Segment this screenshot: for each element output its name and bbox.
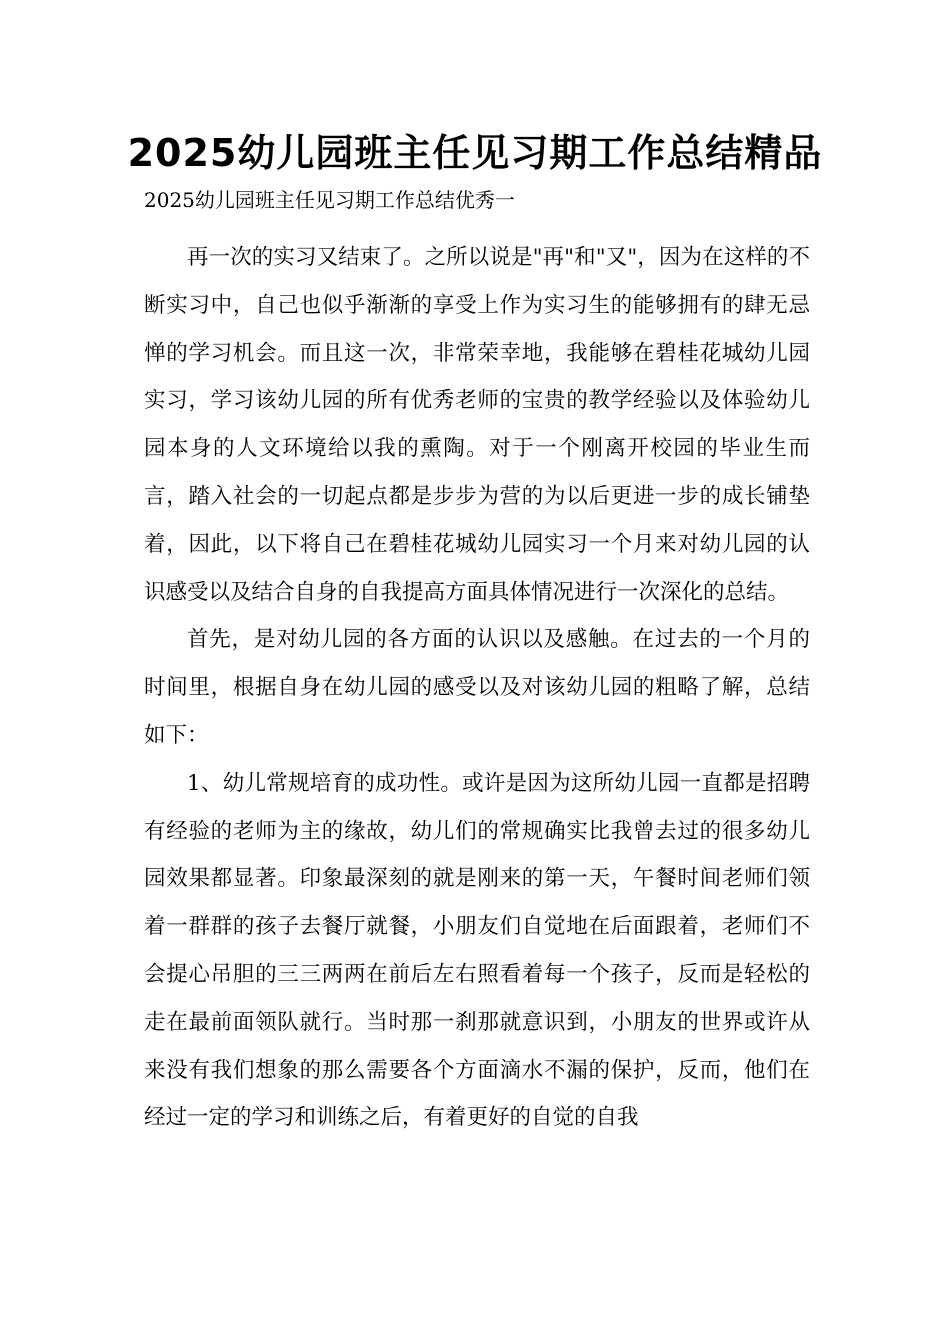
paragraph-3: 1、幼儿常规培育的成功性。或许是因为这所幼儿园一直都是招聘有经验的老师为主的缘故，幼儿们的常规确实比我曾去过的很多幼儿园效果都显著。印象最深刻的就是刚来的第一天，午餐时间老师们领着一群群的孩子去餐厅就餐，小朋友们自觉地在后面跟着，老师们不会提心吊胆的三三两两在前后左右照看着每一个孩子，反而是轻松的走在最前面领队就行。当时那一刹那就意识到，小朋友的世界或许从来没有我们想象的那么需要各个方面滴水不漏的保护，反而，他们在经过一定的学习和训练之后，有着更好的自觉的自我 <box>144 770 810 1131</box>
document-subtitle: 2025幼儿园班主任见习期工作总结优秀一 <box>144 188 515 212</box>
paragraph-1: 再一次的实习又结束了。之所以说是"再"和"又"，因为在这样的不断实习中，自己也似乎渐渐的享受上作为实习生的能够拥有的肆无忌惮的学习机会。而且这一次，非常荣幸地，我能够在碧桂花城幼儿园实习，学习该幼儿园的所有优秀老师的宝贵的教学经验以及体验幼儿园本身的人文环境给以我的熏陶。对于一个刚离开校园的毕业生而言，踏入社会的一切起点都是步步为营的为以后更进一步的成长铺垫着，因此，以下将自己在碧桂花城幼儿园实习一个月来对幼儿园的认识感受以及结合自身的自我提高方面具体情况进行一次深化的总结。 <box>144 245 810 605</box>
document-title: 2025幼儿园班主任见习期工作总结精品 <box>127 131 823 175</box>
document-body <box>144 234 810 1142</box>
paragraph-2: 首先，是对幼儿园的各方面的认识以及感触。在过去的一个月的时间里，根据自身在幼儿园的感受以及对该幼儿园的粗略了解，总结如下： <box>144 627 810 748</box>
